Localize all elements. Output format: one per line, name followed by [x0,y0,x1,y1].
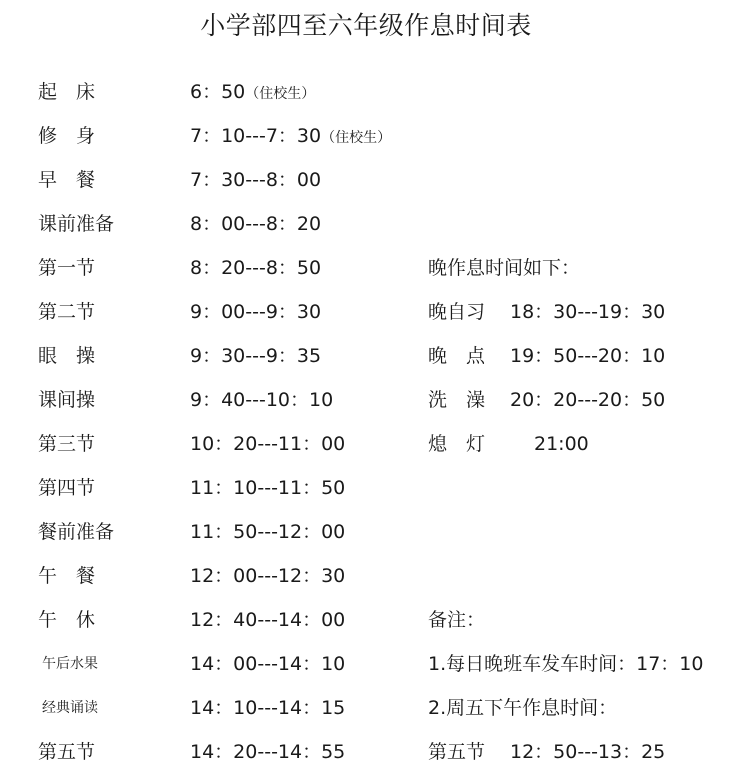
schedule-row [0,510,732,554]
period-time: 11：50---12：00 [190,521,346,543]
evening-label: 洗 澡 [428,389,486,411]
boarder-note: （住校生） [245,86,316,102]
friday-time: 12：50---13：25 [510,741,666,763]
evening-time: 21:00 [534,433,589,455]
evening-label: 晚自习 [428,301,486,323]
period-time: 9：40---10：10 [190,389,334,411]
schedule-row [0,686,732,730]
schedule-row [0,246,732,290]
schedule-row [0,202,732,246]
remark-line: 2.周五下午作息时间： [428,697,618,719]
period-time: 12：00---12：30 [190,565,346,587]
schedule-row [0,70,732,114]
period-time: 10：20---11：00 [190,433,346,455]
period-label: 第一节 [38,257,96,279]
period-time: 14：20---14：55 [190,741,346,763]
period-label: 起 床 [38,81,96,103]
schedule-row [0,422,732,466]
period-label: 课前准备 [38,213,115,235]
period-time: 14：10---14：15 [190,697,346,719]
period-time: 7：30---8：00 [190,169,322,191]
period-label: 眼 操 [38,345,96,367]
period-time: 9：00---9：30 [190,301,322,323]
friday-label: 第五节 [428,741,486,763]
schedule-row [0,378,732,422]
evening-item [428,378,666,422]
period-label: 早 餐 [38,169,96,191]
period-label: 课间操 [38,389,96,411]
schedule-row [0,598,732,642]
remarks-heading: 备注： [428,609,486,631]
schedule-row [0,334,732,378]
period-label: 修 身 [38,125,96,147]
schedule-row [0,114,732,158]
period-time: 8：20---8：50 [190,257,322,279]
schedule-row [0,158,732,202]
period-label: 第三节 [38,433,96,455]
period-label: 午 休 [38,609,96,631]
period-label: 第五节 [38,741,96,763]
period-time: 8：00---8：20 [190,213,322,235]
friday-item [428,730,666,774]
schedule-row [0,290,732,334]
evening-label: 晚 点 [428,345,486,367]
period-label: 第四节 [38,477,96,499]
schedule-row [0,466,732,510]
period-label: 餐前准备 [38,521,115,543]
evening-time: 19：50---20：10 [510,345,666,367]
evening-item [428,290,666,334]
schedule-row [0,642,732,686]
period-label: 午 餐 [38,565,96,587]
schedule-row [0,554,732,598]
period-time: 11：10---11：50 [190,477,346,499]
period-label: 经典诵读 [42,700,98,716]
evening-heading: 晚作息时间如下： [428,257,581,279]
period-time: 12：40---14：00 [190,609,346,631]
period-time: 7：10---7：30（住校生） [190,125,392,147]
period-label: 午后水果 [42,656,98,672]
period-time: 6：50（住校生） [190,81,316,103]
page-title: 小学部四至六年级作息时间表 [200,11,532,40]
evening-item [428,422,589,466]
evening-item [428,334,666,378]
evening-time: 18：30---19：30 [510,301,666,323]
schedule-row [0,730,732,774]
evening-time: 20：20---20：50 [510,389,666,411]
schedule-table [0,70,732,774]
remark-line: 1.每日晚班车发车时间：17：10 [428,653,704,675]
evening-label: 熄 灯 [428,433,486,455]
period-time: 14：00---14：10 [190,653,346,675]
period-label: 第二节 [38,301,96,323]
period-time: 9：30---9：35 [190,345,322,367]
boarder-note: （住校生） [321,130,392,146]
